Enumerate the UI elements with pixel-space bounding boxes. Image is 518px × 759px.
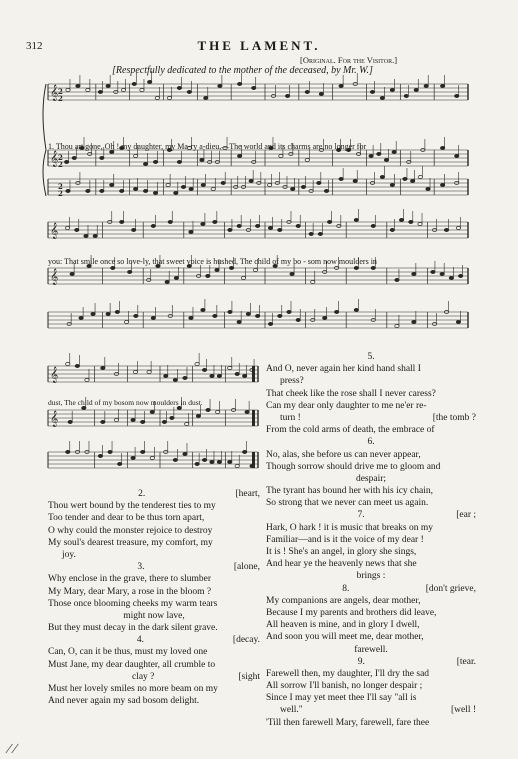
verse-line: The tyrant has bound her with his icy chain,	[266, 486, 434, 497]
svg-text:𝄞: 𝄞	[50, 223, 59, 239]
verse-line: My companions are angels, dear mother,	[266, 595, 421, 606]
verse-7-number: 7. [ear ;	[357, 510, 476, 521]
verse-line: Because I my parents and brothers did leave,	[266, 607, 437, 618]
verse-line: And hear ye the heavenly news that she	[266, 559, 417, 570]
verse-line: clay ? [sight	[131, 671, 260, 682]
verse-5-number: 5.	[367, 352, 375, 362]
verses-right-column	[266, 351, 476, 729]
verse-line: Must her lovely smiles no more beam on my	[48, 684, 218, 694]
svg-text:𝄞: 𝄞	[50, 151, 59, 167]
verse-line: might now lave,	[123, 610, 185, 621]
verse-2-number: 2. [heart,	[138, 489, 260, 499]
dedication: [Respectfully dedicated to the mother of the deceased, by Mr. W.]	[112, 65, 373, 76]
verse-8-number: 8. [don't grieve,	[342, 583, 476, 594]
verse-line: From the cold arms of death, the embrace of	[266, 425, 435, 436]
svg-text:2: 2	[58, 189, 63, 198]
verse-line: All sorrow I'll banish, no longer despair ;	[266, 681, 423, 692]
verse-line: And O, never again her kind hand shall I	[266, 364, 421, 375]
verse-line: turn ! [the tomb ?	[280, 412, 476, 423]
source-note: [Original. For the Visitor.]	[300, 55, 398, 65]
verse-line: My Mary, dear Mary, a rose in the bloom ?	[48, 586, 212, 597]
verse-line: Can, O, can it be thus, must my loved one	[48, 647, 208, 658]
verse-line: 'Till then farewell Mary, farewell, fare thee	[266, 717, 430, 728]
ink-mark: ⁄ ∕	[8, 742, 17, 757]
verse-line: No, alas, she before us can never appear,	[266, 449, 421, 460]
verse-4-number: 4. [decay.	[136, 635, 260, 646]
verse-line: Why enclose in the grave, there to slumber	[48, 574, 212, 585]
verses-left-column	[48, 488, 260, 707]
verse-line: brings :	[356, 571, 386, 582]
verse-line: well." [well !	[280, 705, 476, 716]
verse-line: O why could the monster rejoice to destroy	[48, 525, 213, 536]
verse-line: Since I may yet meet thee I'll say "all is	[266, 693, 417, 704]
verse-line: And soon you will meet me, dear mother,	[266, 632, 424, 643]
svg-text:𝄞: 𝄞	[50, 411, 59, 427]
svg-text:𝄞: 𝄞	[50, 367, 59, 383]
verse-line: Thou wert bound by the tenderest ties to my	[48, 501, 216, 512]
verse-3-number: 3. [alone,	[137, 562, 260, 573]
verse-line: That cheek like the rose shall I never caress?	[266, 388, 436, 399]
svg-text:𝄞: 𝄞	[50, 269, 59, 285]
verse-line: It is ! She's an angel, in glory she sings,	[266, 547, 417, 557]
verse-line: joy.	[62, 549, 76, 560]
verse-line: So strong that we never can meet us again.	[266, 498, 429, 509]
verse-line: despair;	[355, 473, 387, 484]
svg-text:2: 2	[58, 94, 63, 103]
lyric-line-3: dust, The child of my bosom now moulders in dust.	[48, 398, 203, 407]
svg-text:2: 2	[58, 182, 63, 191]
svg-text:2: 2	[58, 153, 63, 162]
verse-line: farewell.	[354, 644, 388, 655]
verse-line: And never again my sad bosom delight.	[48, 696, 200, 707]
verse-line: Though sorrow should drive me to gloom and	[266, 461, 441, 472]
svg-text:𝄞: 𝄞	[50, 85, 59, 101]
verse-line: Hark, O hark ! it is music that breaks on my	[266, 522, 434, 533]
verse-line: Familiar—and is it the voice of my dear !	[266, 534, 424, 545]
verse-line: Can my dear only daughter to me ne'er re-	[266, 400, 427, 411]
lyric-line-2: you: That smile once so love-ly, that sweet voice is hushed, The child of my bo - som now moulders in	[48, 257, 377, 266]
page-title: THE LAMENT.	[197, 38, 321, 53]
svg-text:2: 2	[58, 87, 63, 96]
verse-line: press?	[280, 376, 304, 387]
verse-line: Too tender and dear to be thus torn apart,	[48, 513, 205, 524]
verse-9-number: 9. [tear.	[357, 656, 476, 667]
svg-text:2: 2	[58, 160, 63, 169]
lyric-line-1: 1. Thou art gone, Oh ! my daughter, my Ma-ry a-dieu,—The world and its charms are no longer for	[48, 142, 367, 151]
verse-line: All heaven is mine, and in glory I dwell,	[266, 620, 420, 631]
verse-line: My soul's dearest treasure, my comfort, my	[48, 537, 213, 548]
verse-line: Must Jane, my dear daughter, all crumble to	[48, 659, 216, 670]
verse-line: But they must decay in the dark silent grave.	[48, 623, 218, 634]
page-number: 312	[26, 40, 43, 52]
verse-6-number: 6.	[367, 437, 375, 448]
verse-line: Farewell then, my daughter, I'll dry the sad	[266, 668, 430, 679]
verse-line: Those once blooming cheeks my warm tears	[48, 598, 218, 609]
